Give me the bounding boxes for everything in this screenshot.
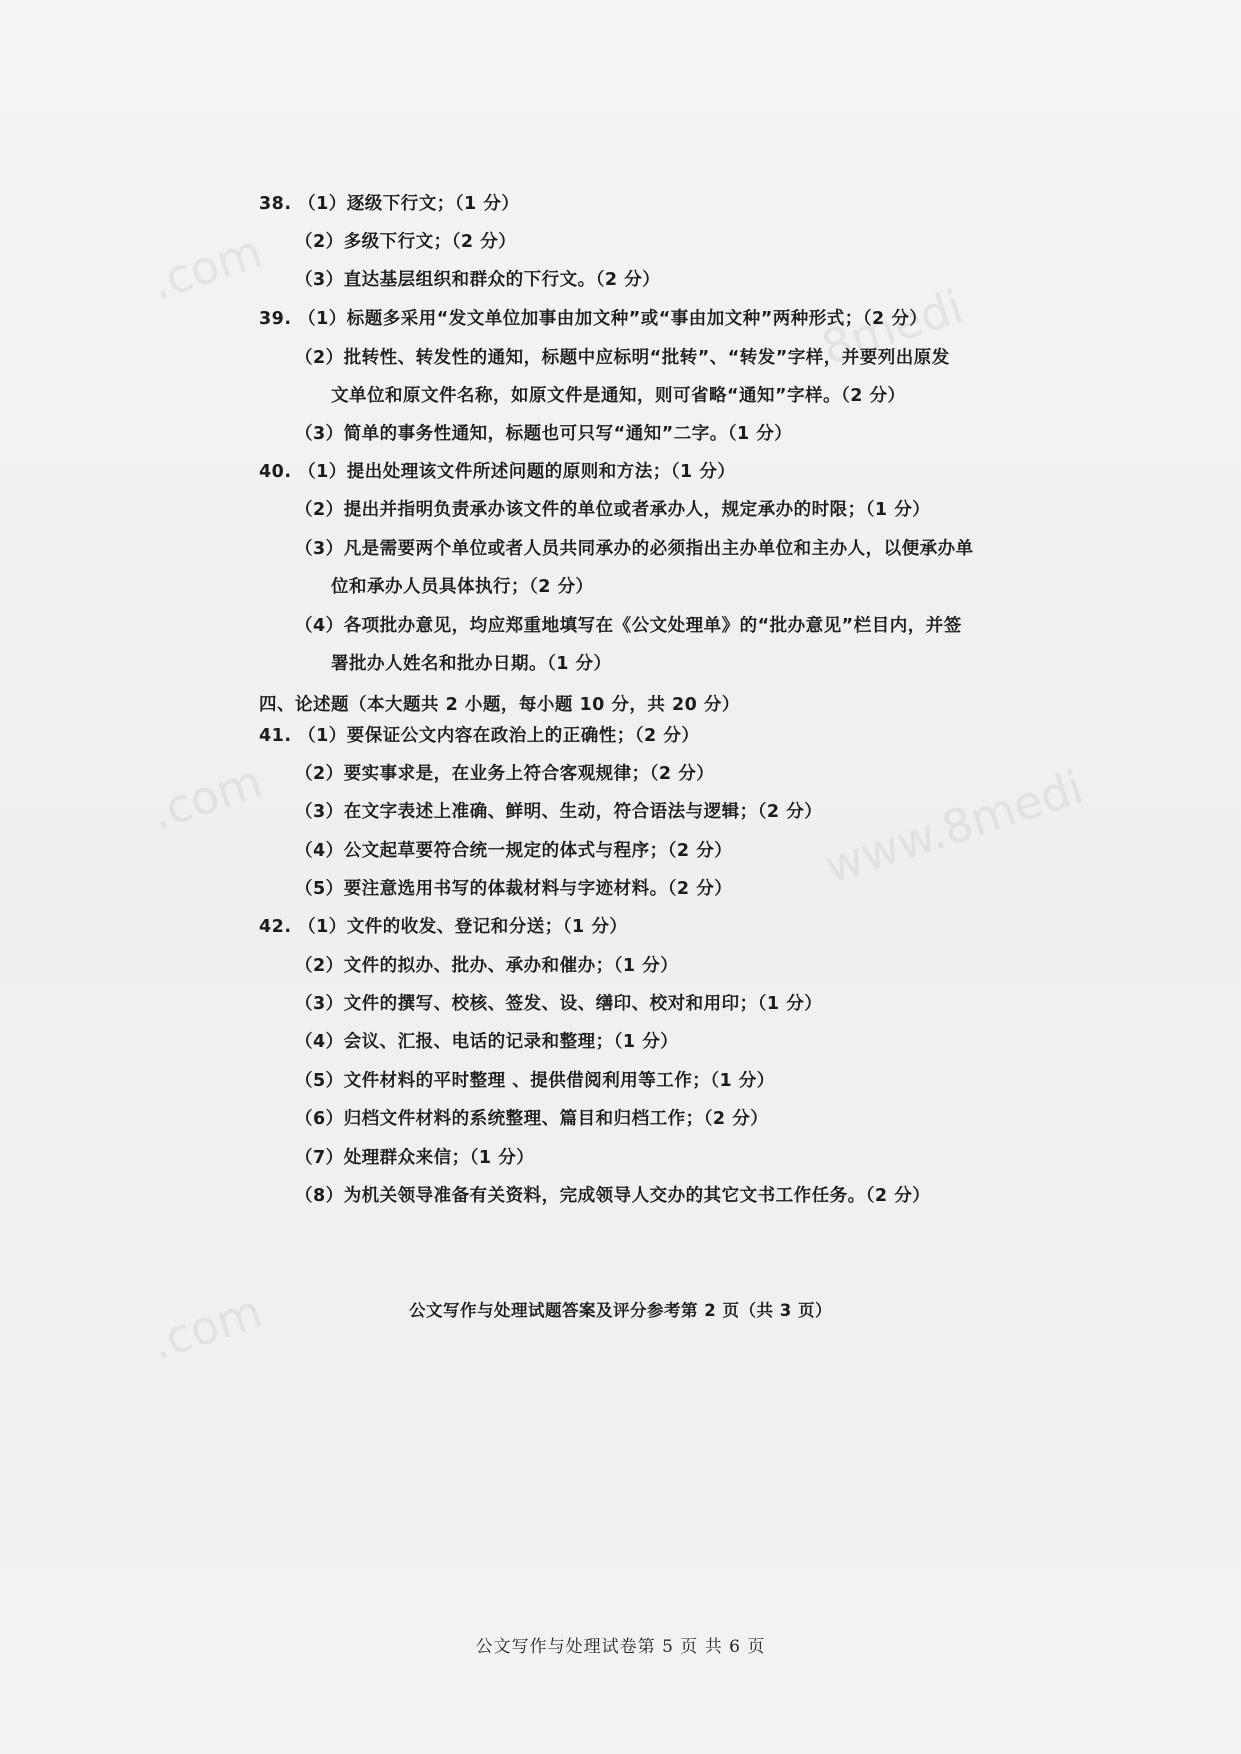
item-label: （5） [295, 1071, 344, 1091]
item-label: （2） [295, 348, 344, 368]
question-40-item-4-continuation [331, 652, 612, 676]
item-text: 各项批办意见，均应郑重地填写在《公文处理单》的“批办意见”栏目内，并签 [343, 616, 962, 636]
question-41-item-5 [295, 877, 732, 901]
watermark: .com [144, 223, 269, 311]
question-38-item-3 [295, 268, 660, 292]
item-text: 署批办人姓名和批办日期。（1 分） [331, 654, 612, 674]
item-text: 公文起草要符合统一规定的体式与程序；（2 分） [343, 841, 733, 861]
question-42-item-5 [295, 1069, 775, 1093]
item-label: （2） [295, 500, 344, 520]
question-41-item-1 [259, 724, 699, 748]
watermark: .com [144, 753, 269, 841]
question-42-item-7 [295, 1146, 534, 1170]
item-text: 会议、汇报、电话的记录和整理；（1 分） [343, 1032, 679, 1052]
item-text: 直达基层组织和群众的下行文。（2 分） [343, 270, 661, 290]
item-text: 文件的拟办、批办、承办和催办；（1 分） [343, 956, 679, 976]
item-text: 提出并指明负责承办该文件的单位或者承办人，规定承办的时限；（1 分） [343, 500, 931, 520]
question-41-item-2 [295, 762, 714, 786]
item-label: （2） [295, 956, 344, 976]
item-text: 在文字表述上准确、鲜明、生动，符合语法与逻辑；（2 分） [343, 802, 823, 822]
question-39-item-1 [259, 307, 927, 331]
item-label: （6） [295, 1109, 344, 1129]
question-42-item-8 [295, 1184, 930, 1208]
item-label: （2） [295, 764, 344, 784]
question-40-item-3 [295, 537, 974, 561]
item-text: 简单的事务性通知，标题也可只写“通知”二字。（1 分） [343, 424, 793, 444]
question-42-item-3 [295, 992, 822, 1016]
item-label: （8） [295, 1186, 344, 1206]
answer-key-page-footer: 公文写作与处理试题答案及评分参考第 2 页（共 3 页） [409, 1301, 832, 1320]
item-label: （3） [295, 270, 344, 290]
question-39-item-3 [295, 422, 792, 446]
item-text: 文件的收发、登记和分送；（1 分） [346, 917, 628, 937]
question-number: 38. [259, 194, 292, 214]
item-label: （4） [295, 616, 344, 636]
item-text: 凡是需要两个单位或者人员共同承办的必须指出主办单位和主办人，以便承办单 [343, 539, 974, 559]
item-label: （3） [295, 994, 344, 1014]
item-text: 处理群众来信；（1 分） [343, 1148, 535, 1168]
question-39-item-2 [295, 346, 950, 370]
item-text: 标题多采用“发文单位加事由加文种”或“事由加文种”两种形式；（2 分） [346, 309, 928, 329]
question-42-item-4 [295, 1030, 678, 1054]
item-label: （1） [298, 726, 347, 746]
question-number: 41. [259, 726, 292, 746]
watermark: .com [144, 1283, 269, 1371]
item-text: 要实事求是，在业务上符合客观规律；（2 分） [343, 764, 715, 784]
item-text: 提出处理该文件所述问题的原则和方法；（1 分） [346, 462, 736, 482]
item-label: （1） [298, 309, 347, 329]
question-40-item-1 [259, 460, 735, 484]
item-label: （1） [298, 917, 347, 937]
question-number: 40. [259, 462, 292, 482]
exam-page-footer: 公文写作与处理试卷第 5 页 共 6 页 [475, 1637, 766, 1657]
item-label: （3） [295, 539, 344, 559]
item-text: 多级下行文；（2 分） [343, 232, 517, 252]
question-41-item-3 [295, 800, 822, 824]
question-38-item-1 [259, 192, 519, 216]
item-label: （4） [295, 1032, 344, 1052]
question-number: 39. [259, 309, 292, 329]
question-42-item-2 [295, 954, 678, 978]
question-number: 42. [259, 917, 292, 937]
item-label: （3） [295, 802, 344, 822]
item-text: 文单位和原文件名称，如原文件是通知，则可省略“通知”字样。（2 分） [331, 386, 906, 406]
item-text: 为机关领导准备有关资料，完成领导人交办的其它文书工作任务。（2 分） [343, 1186, 931, 1206]
item-label: （2） [295, 232, 344, 252]
item-label: （7） [295, 1148, 344, 1168]
question-42-item-6 [295, 1107, 768, 1131]
item-label: （3） [295, 424, 344, 444]
item-label: （1） [298, 194, 347, 214]
item-label: （5） [295, 879, 344, 899]
question-40-item-4 [295, 614, 962, 638]
item-label: （4） [295, 841, 344, 861]
watermark: www.8medi [818, 759, 1090, 895]
question-39-item-2-continuation [331, 384, 906, 408]
question-40-item-3-continuation [331, 575, 594, 599]
section-heading: 四、论述题（本大题共 2 小题，每小题 10 分，共 20 分） [259, 695, 740, 715]
item-text: 批转性、转发性的通知，标题中应标明“批转”、“转发”字样，并要列出原发 [343, 348, 950, 368]
item-text: 要保证公文内容在政治上的正确性；（2 分） [346, 726, 700, 746]
question-41-item-4 [295, 839, 732, 863]
item-text: 位和承办人员具体执行；（2 分） [331, 577, 594, 597]
item-text: 逐级下行文；（1 分） [346, 194, 520, 214]
watermark: 8medi [815, 279, 970, 375]
item-text: 归档文件材料的系统整理、篇目和归档工作；（2 分） [343, 1109, 769, 1129]
item-label: （1） [298, 462, 347, 482]
item-text: 要注意选用书写的体裁材料与字迹材料。（2 分） [343, 879, 733, 899]
question-38-item-2 [295, 230, 516, 254]
question-42-item-1 [259, 915, 627, 939]
question-40-item-2 [295, 498, 930, 522]
item-text: 文件的撰写、校核、签发、设、缮印、校对和用印；（1 分） [343, 994, 823, 1014]
item-text: 文件材料的平时整理 、提供借阅利用等工作；（1 分） [343, 1071, 775, 1091]
